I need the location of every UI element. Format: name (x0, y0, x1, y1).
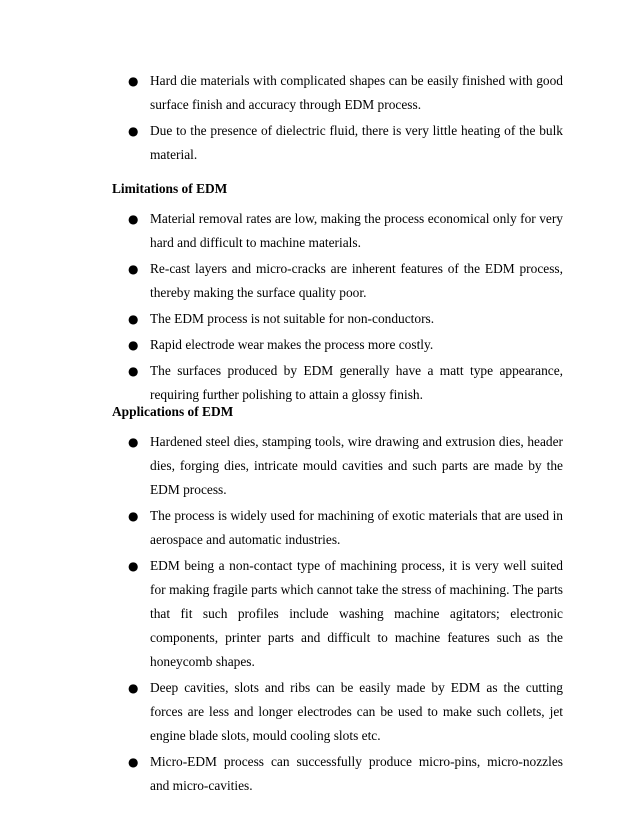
list-item-text: The surfaces produced by EDM generally have a matt type appearance, requiring further polishing to attain a glossy finish. (150, 363, 563, 402)
section-heading-limitations: Limitations of EDM (112, 181, 228, 196)
list-item (0, 554, 638, 674)
bullet-icon: ● (128, 435, 139, 449)
list-item (0, 676, 638, 748)
list-item (0, 333, 638, 357)
section-heading-applications: Applications of EDM (112, 404, 234, 419)
bullet-icon: ● (128, 755, 139, 769)
list-item-text: The process is widely used for machining of exotic materials that are used in aerospace and automatic industries. (150, 508, 563, 547)
bullet-icon: ● (128, 509, 139, 523)
list-item-text: Hard die materials with complicated shapes can be easily finished with good surface finish and accuracy through EDM process. (150, 73, 563, 112)
bullet-icon: ● (128, 262, 139, 276)
list-item-text: EDM being a non-contact type of machining process, it is very well suited for making fragile parts which cannot take the stress of machining. The parts that fit such profiles include washing machine agitators; electronic components, printer parts and difficult to machine features such as the honeycomb shapes. (150, 558, 563, 669)
list-item-text: Hardened steel dies, stamping tools, wire drawing and extrusion dies, header dies, forging dies, intricate mould cavities and such parts are made by the EDM process. (150, 434, 563, 497)
applications-bullet-list (0, 430, 638, 800)
list-item-text: Due to the presence of dielectric fluid, there is very little heating of the bulk material. (150, 123, 563, 162)
list-item-text: Rapid electrode wear makes the process more costly. (150, 337, 434, 352)
list-item-text: The EDM process is not suitable for non-conductors. (150, 311, 435, 326)
bullet-icon: ● (128, 338, 139, 352)
list-item-text: Deep cavities, slots and ribs can be easily made by EDM as the cutting forces are less and longer electrodes can be used to make such collets, jet engine blade slots, mould cooling slots etc. (150, 680, 563, 743)
intro-bullet-list (0, 69, 638, 169)
bullet-icon: ● (128, 681, 139, 695)
list-item-text: Micro-EDM process can successfully produce micro-pins, micro-nozzles and micro-cavities. (150, 754, 563, 793)
list-item (0, 504, 638, 552)
bullet-icon: ● (128, 74, 139, 88)
bullet-icon: ● (128, 364, 139, 378)
list-item (0, 750, 638, 798)
bullet-icon: ● (128, 212, 139, 226)
bullet-icon: ● (128, 124, 139, 138)
list-item-text: Re-cast layers and micro-cracks are inherent features of the EDM process, thereby making the surface quality poor. (150, 261, 563, 300)
list-item-text: Material removal rates are low, making the process economical only for very hard and difficult to machine materials. (150, 211, 563, 250)
list-item (0, 430, 638, 502)
limitations-bullet-list (0, 207, 638, 409)
list-item (0, 359, 638, 407)
list-item (0, 119, 638, 167)
list-item (0, 257, 638, 305)
list-item (0, 207, 638, 255)
list-item (0, 69, 638, 117)
bullet-icon: ● (128, 559, 139, 573)
list-item (0, 307, 638, 331)
bullet-icon: ● (128, 312, 139, 326)
